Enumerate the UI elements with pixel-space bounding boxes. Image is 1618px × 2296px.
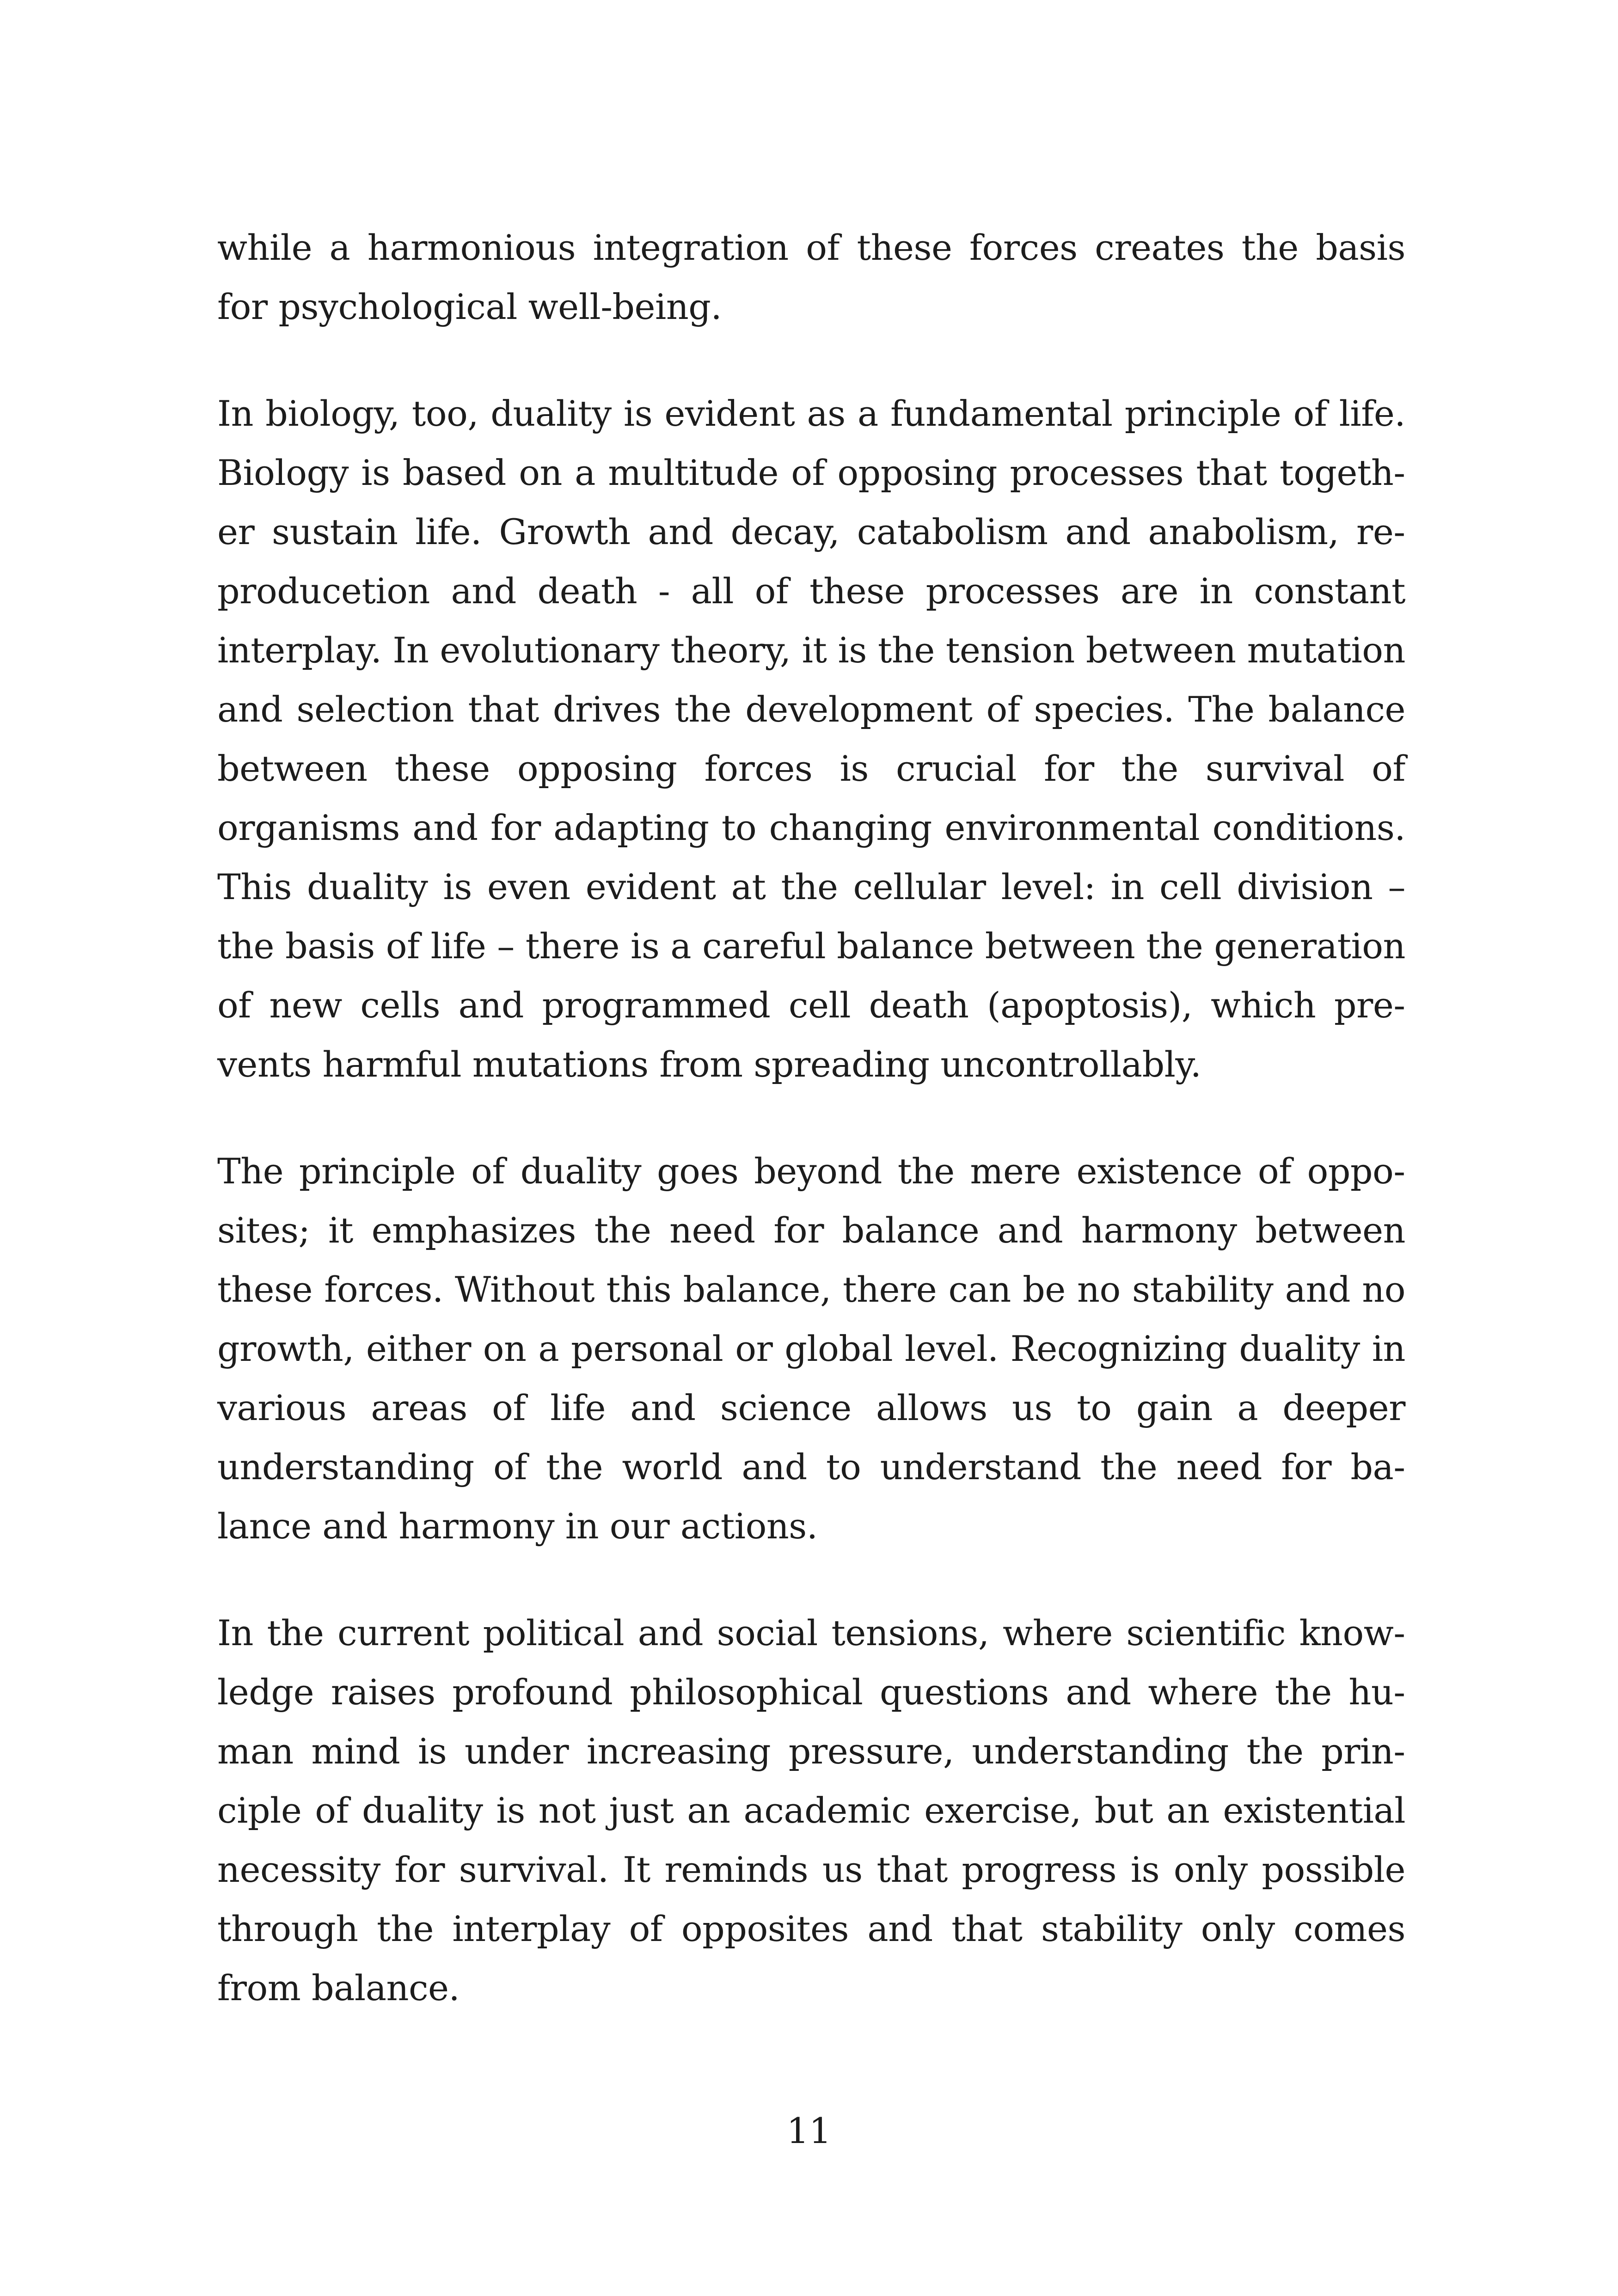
paragraph-wellbeing: while a harmonious integration of these forces creates the basis for psychological well-being. [217,227,1405,327]
paragraph-principle-of-duality: The principle of duality goes beyond the mere existence of opposites; it emphasizes the need for balance and harmony between these forces. Without this balance, there can be no stability and no growth, either on a personal or global level. Recognizing duality in various areas of life and science allows us to gain a deeper understanding of the world and to understand the need for balance and harmony in our actions. [217,1151,1405,1547]
page-number: 11 [786,2110,832,2151]
paragraph-biology: In biology, too, duality is evident as a fundamental principle of life. Biology is based on a multitude of opposing processes that together sustain life. Growth and decay, catabolism and anabolism, reproducetion and death - all of these processes are in constant interplay. In evolutionary theory, it is the tension between mutation and selection that drives the development of species. The balance between these opposing forces is crucial for the survival of organisms and for adapting to changing environmental conditions. This duality is even evident at the cellular level: in cell division – the basis of life – there is a careful balance between the generation of new cells and programmed cell death (apoptosis), which prevents harmful mutations from spreading uncontrollably. [217,393,1405,1085]
paragraph-current-tensions: In the current political and social tensions, where scientific knowledge raises profound philosophical questions and where the human mind is under increasing pressure, understanding the principle of duality is not just an academic exercise, but an existential necessity for survival. It reminds us that progress is only possible through the interplay of opposites and that stability only comes from balance. [217,1612,1405,2008]
body-text [217,218,1405,2018]
